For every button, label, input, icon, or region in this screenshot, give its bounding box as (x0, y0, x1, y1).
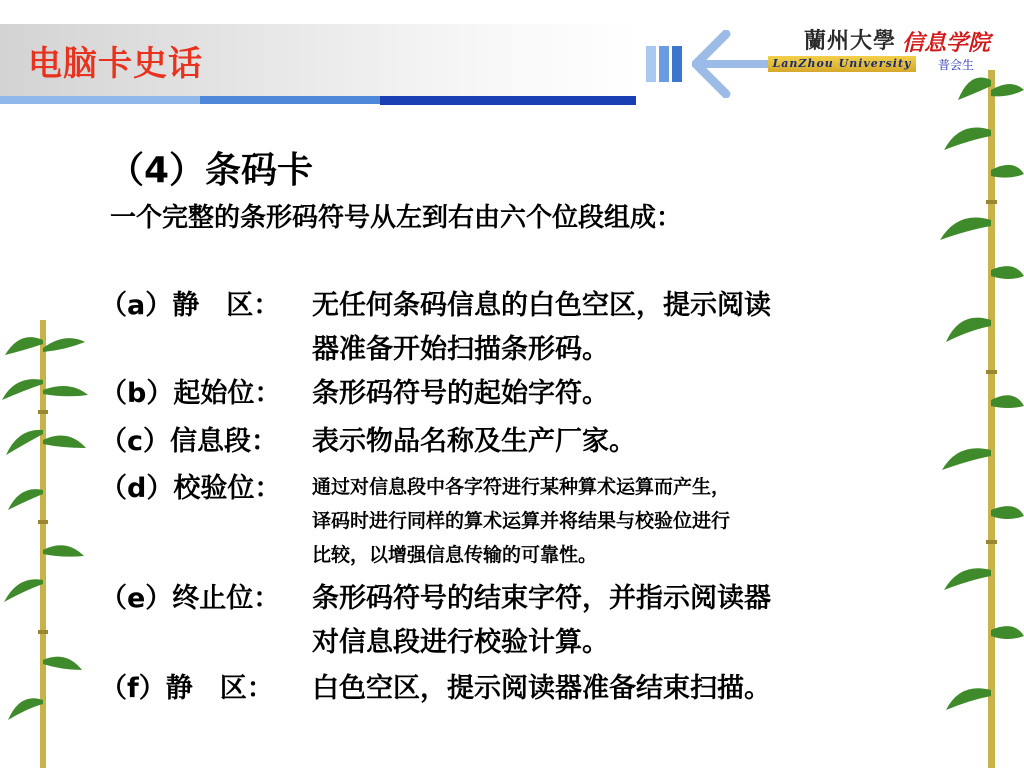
header-stripe-dark (380, 96, 636, 105)
item-text-f-line1: 白色空区，提示阅读器准备结束扫描。 (312, 673, 771, 704)
slide-title: 电脑卡史话 (28, 44, 203, 84)
item-text-e-line2: 对信息段进行校验计算。 (312, 627, 609, 658)
header-stripe-mid (200, 96, 380, 104)
logo-author: 普会生 (938, 58, 975, 72)
logo-school-name: 信息学院 (902, 31, 991, 56)
intro-text: 一个完整的条形码符号从左到右由六个位段组成： (110, 203, 683, 233)
bamboo-left-icon (0, 320, 90, 768)
bar-2 (659, 46, 669, 82)
logo-university-name: LanZhou University (768, 56, 916, 72)
item-text-b-line1: 条形码符号的起始字符。 (312, 378, 609, 409)
item-text-e-line1: 条形码符号的结束字符，并指示阅读器 (312, 583, 771, 614)
section-heading: （4）条码卡 (108, 150, 314, 191)
bar-3 (672, 46, 682, 82)
arrow-left-icon (692, 30, 772, 98)
item-label-e: （e）终止位： (100, 583, 281, 614)
item-label-c: （c）信息段： (100, 426, 279, 457)
item-text-c-line1: 表示物品名称及生产厂家。 (312, 426, 636, 457)
item-label-f: （f）静 区： (100, 673, 274, 704)
bar-1 (646, 46, 656, 82)
item-text-d-line2: 译码时进行同样的算术运算并将结果与校验位进行 (312, 510, 731, 532)
item-text-a-line2: 器准备开始扫描条形码。 (312, 334, 609, 365)
bamboo-right-icon (930, 70, 1024, 768)
logo-calligraphy: 蘭州大學 (804, 28, 897, 54)
item-text-d-line1: 通过对信息段中各字符进行某种算术运算而产生， (312, 476, 731, 498)
item-label-b: （b）起始位： (100, 378, 282, 409)
item-label-d: （d）校验位： (100, 473, 282, 504)
item-text-a-line1: 无任何条码信息的白色空区，提示阅读 (312, 290, 771, 321)
item-text-d-line3: 比较，以增强信息传输的可靠性。 (312, 544, 598, 566)
item-label-a: （a）静 区： (100, 290, 281, 321)
header-stripe-light (0, 96, 200, 104)
